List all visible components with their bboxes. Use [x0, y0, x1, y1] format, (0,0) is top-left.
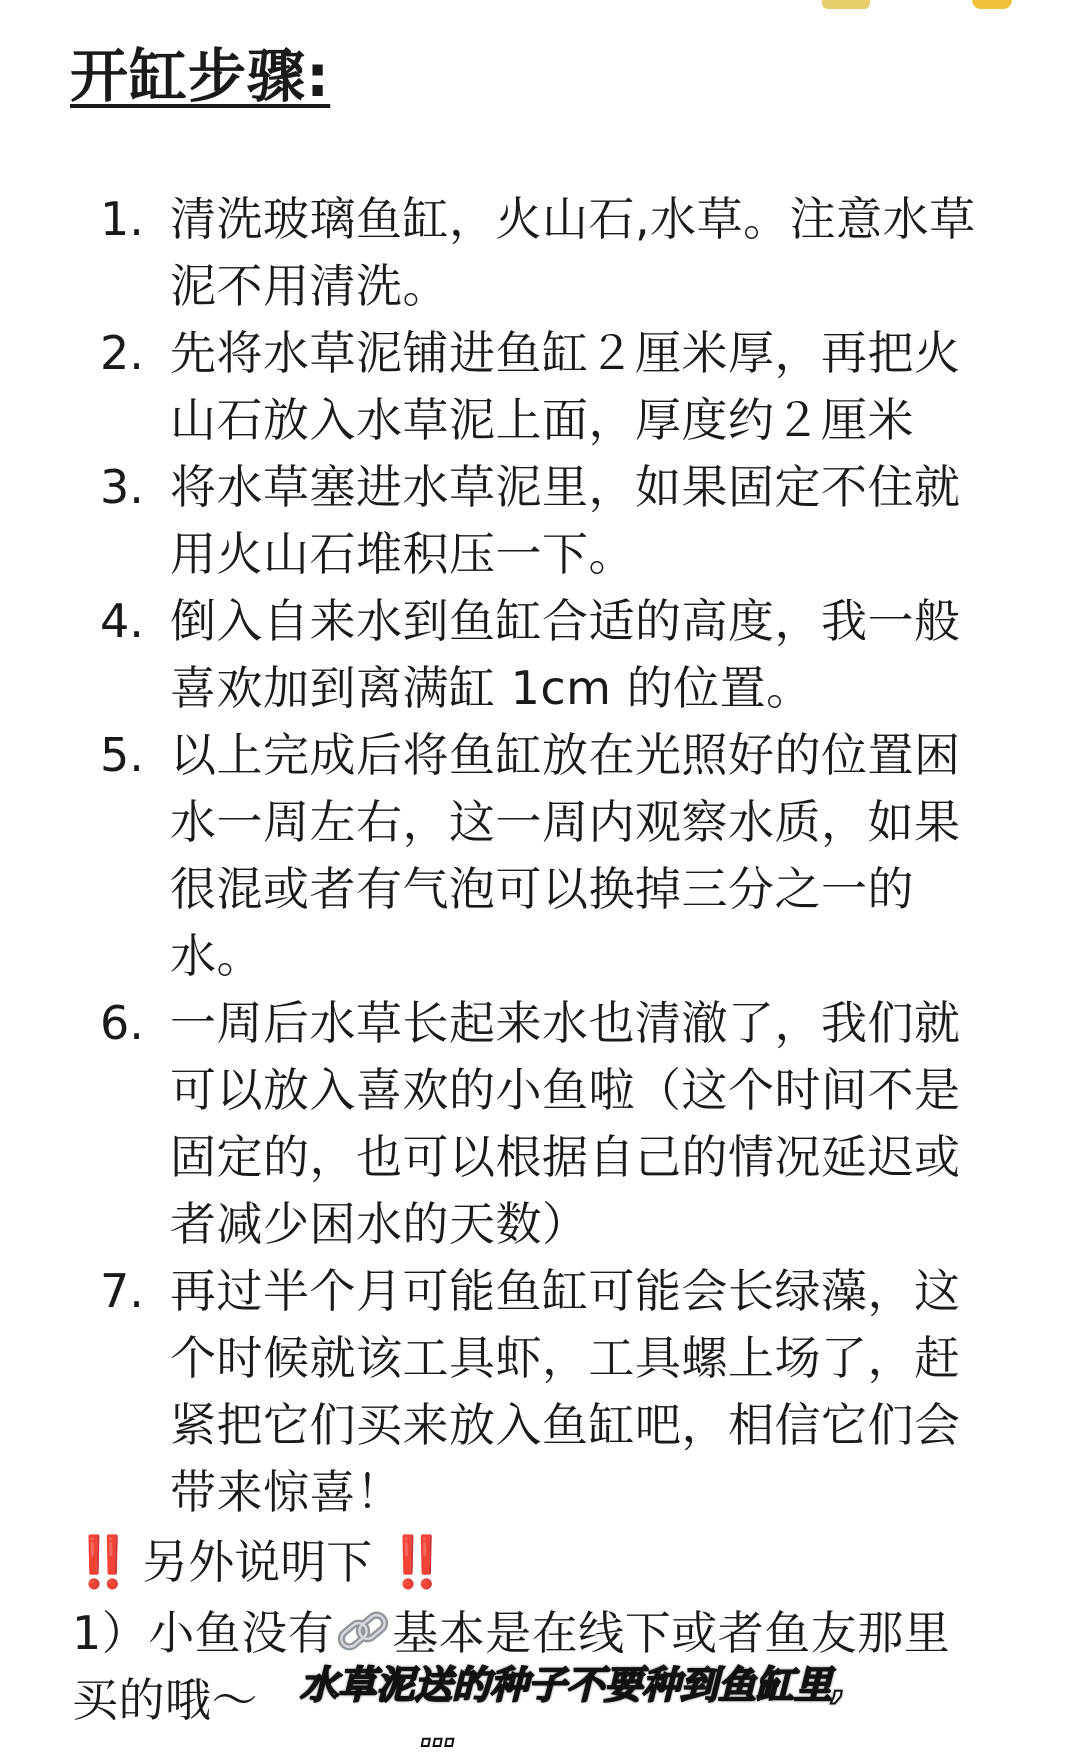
step-item	[0, 454, 1080, 588]
page-title: 开缸步骤:	[70, 42, 331, 110]
double-exclamation-icon: ‼️	[386, 1533, 443, 1591]
note-item-1-line2: 买的哦～	[72, 1673, 258, 1727]
step-text-line: 可以放入喜欢的小鱼啦（这个时间不是	[170, 1063, 961, 1117]
top-strip	[0, 0, 1080, 14]
step-item	[0, 722, 1080, 990]
step-text-line: 者减少困水的天数）	[170, 1197, 589, 1251]
step-number: 2.	[100, 326, 144, 380]
step-text-line: 清洗玻璃鱼缸，火山石,水草。注意水草	[170, 192, 976, 246]
note-item-1-prefix: 1）小鱼没有	[72, 1606, 335, 1660]
step-number: 7.	[100, 1264, 144, 1318]
step-number: 1.	[100, 192, 144, 246]
step-item	[0, 1258, 1080, 1526]
video-subtitle-line2: …	[420, 1711, 458, 1755]
step-text-line: 倒入自来水到鱼缸合适的高度，我一般	[170, 594, 961, 648]
step-item	[0, 320, 1080, 454]
note-heading-text: 另外说明下	[142, 1535, 373, 1589]
step-item	[0, 588, 1080, 722]
step-text-line: 山石放入水草泥上面，厚度约２厘米	[170, 393, 914, 447]
step-text-line: 水一周左右，这一周内观察水质，如果	[170, 795, 961, 849]
step-text-line: 用火山石堆积压一下。	[170, 527, 635, 581]
step-text	[170, 722, 990, 990]
step-item	[0, 990, 1080, 1258]
step-text-line: 泥不用清洗。	[170, 259, 449, 313]
step-text	[170, 320, 990, 454]
step-text-line: 带来惊喜！	[170, 1465, 403, 1519]
step-text	[170, 186, 990, 320]
step-item	[0, 186, 1080, 320]
step-text-line: 喜欢加到离满缸 1cm 的位置。	[170, 661, 813, 715]
step-text-line: 以上完成后将鱼缸放在光照好的位置困	[170, 728, 961, 782]
step-number: 3.	[100, 460, 144, 514]
step-text-line: 很混或者有气泡可以换掉三分之一的	[170, 862, 914, 916]
step-text-line: 水。	[170, 929, 263, 983]
step-text	[170, 990, 990, 1258]
step-text-line: 将水草塞进水草泥里，如果固定不住就	[170, 460, 961, 514]
double-exclamation-icon: ‼️	[72, 1533, 129, 1591]
note-heading	[72, 1528, 443, 1596]
video-subtitle: 水草泥送的种子不要种到鱼缸里,	[300, 1663, 847, 1707]
step-text-line: 个时候就该工具虾，工具螺上场了，赶	[170, 1331, 961, 1385]
bookmark-icon	[822, 0, 870, 9]
note-item-1-suffix: 基本是在线下或者鱼友那里	[392, 1606, 951, 1660]
step-text-line: 再过半个月可能鱼缸可能会长绿藻，这	[170, 1264, 961, 1318]
step-text	[170, 1258, 990, 1526]
emoji-icon	[972, 0, 1012, 9]
step-text-line: 紧把它们买来放入鱼缸吧，相信它们会	[170, 1398, 961, 1452]
step-text-line: 固定的，也可以根据自己的情况延迟或	[170, 1130, 961, 1184]
steps-list	[0, 186, 1080, 1526]
step-number: 5.	[100, 728, 144, 782]
step-text-line: 一周后水草长起来水也清澈了，我们就	[170, 996, 961, 1050]
step-text	[170, 454, 990, 588]
note-item-1-line1	[72, 1600, 1072, 1667]
step-text	[170, 588, 990, 722]
link-icon	[334, 1605, 392, 1657]
step-number: 6.	[100, 996, 144, 1050]
step-number: 4.	[100, 594, 144, 648]
step-text-line: 先将水草泥铺进鱼缸２厘米厚，再把火	[170, 326, 961, 380]
